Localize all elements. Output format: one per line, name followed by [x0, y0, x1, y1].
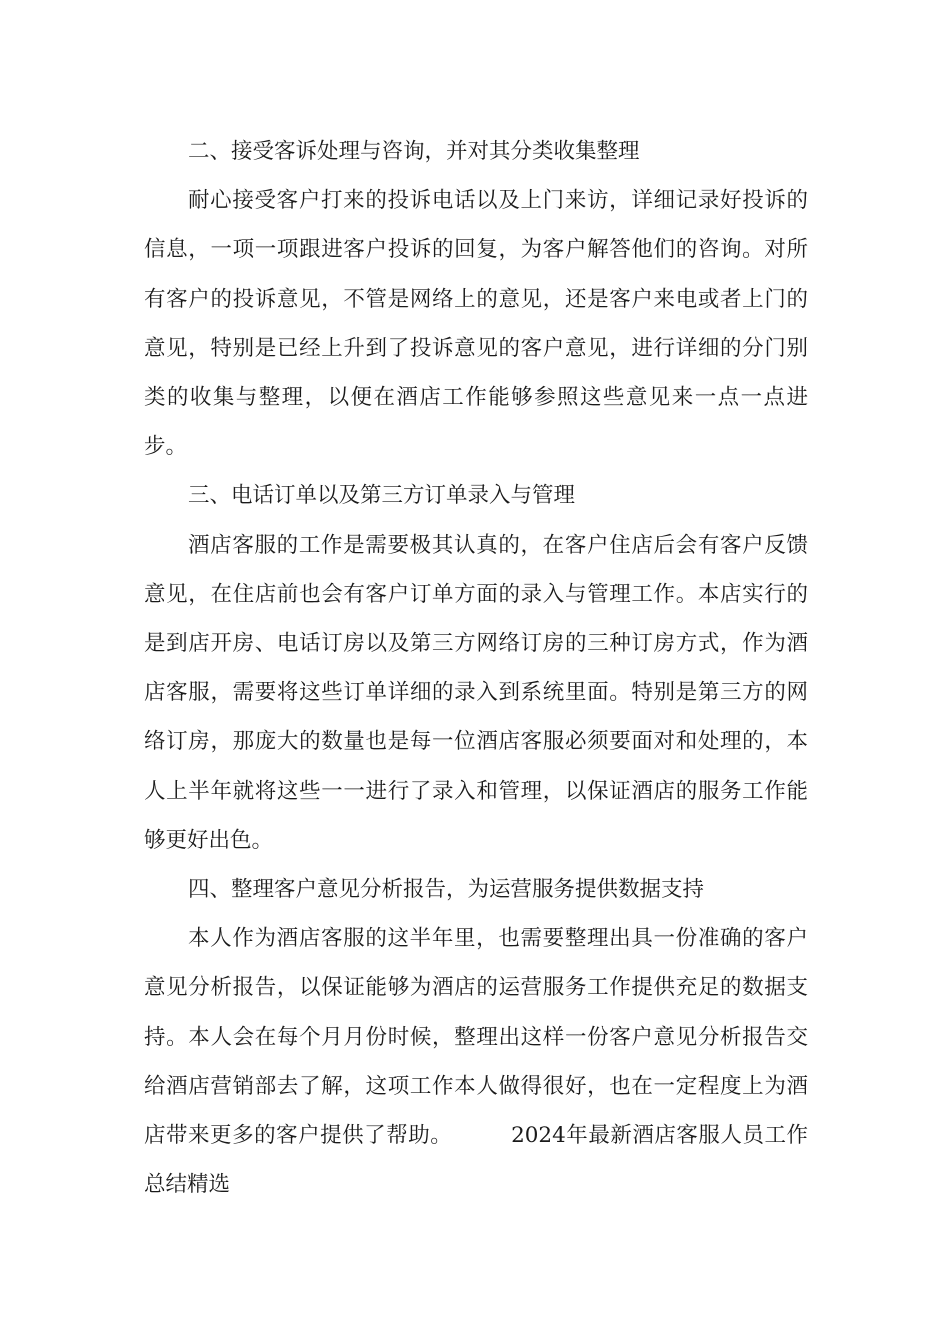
- section-heading-3: 三、电话订单以及第三方订单录入与管理: [188, 483, 576, 509]
- document-page: [144, 127, 808, 1209]
- section-body-2: 耐心接受客户打来的投诉电话以及上门来访，详细记录好投诉的信息，一项一项跟进客户投诉的回复，为客户解答他们的咨询。对所有客户的投诉意见，不管是网络上的意见，还是客户来电或者上门的意见，特别是已经上升到了投诉意见的客户意见，进行详细的分门别类的收集与整理，以便在酒店工作能够参照这些意见来一点一点进步。: [144, 188, 808, 460]
- section-body-4-text: 本人作为酒店客服的这半年里，也需要整理出具一份准确的客户意见分析报告，以保证能够为酒店的运营服务工作提供充足的数据支持。本人会在每个月月份时候，整理出这样一份客户意见分析报告交给酒店营销部去了解，这项工作本人做得很好，也在一定程度上为酒店带来更多的客户提供了帮助。: [144, 926, 808, 1149]
- section-heading-4: 四、整理客户意见分析报告，为运营服务提供数据支持: [188, 877, 705, 903]
- section-heading-2: 二、接受客诉处理与咨询，并对其分类收集整理: [188, 139, 640, 164]
- section-body-3: 酒店客服的工作是需要极其认真的，在客户住店后会有客户反馈意见，在住店前也会有客户订单方面的录入与管理工作。本店实行的是到店开房、电话订房以及第三方网络订房的三种订房方式，作为酒店客服，需要将这些订单详细的录入到系统里面。特别是第三方的网络订房，那庞大的数量也是每一位酒店客服必须要面对和处理的，本人上半年就将这些一一进行了录入和管理，以保证酒店的服务工作能够更好出色。: [144, 532, 808, 853]
- trailing-document-title: 2024年最新酒店客服人员工作总结精选: [144, 1123, 808, 1198]
- section-body-4: [144, 914, 808, 1209]
